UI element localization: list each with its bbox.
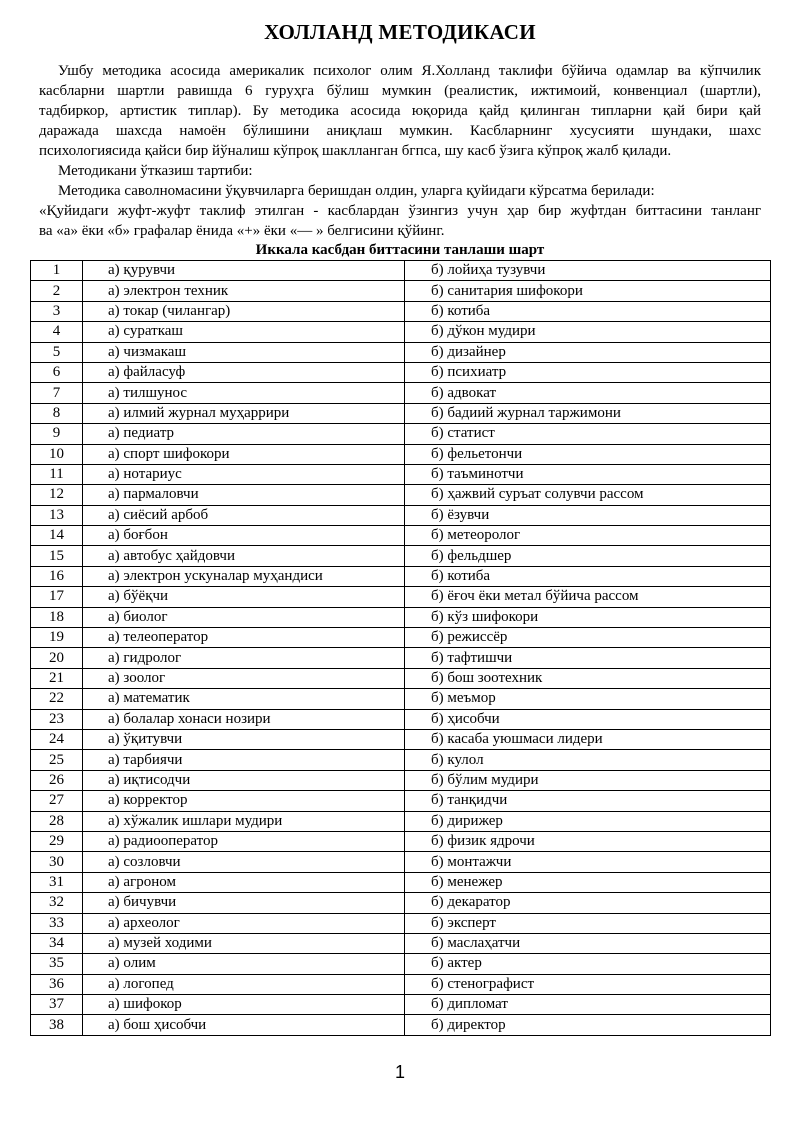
intro-line: психологиясида қайси бир йўналиш кўпроқ шаклланган бгпса, шу касб ўзига кўпроқ жалб қилади. — [39, 143, 672, 159]
option-b: б) актер — [405, 954, 771, 974]
table-row — [31, 852, 771, 872]
option-b: б) фельдшер — [405, 546, 771, 566]
option-a: а) файласуф — [83, 362, 405, 382]
row-number: 22 — [31, 689, 83, 709]
option-b: б) кулол — [405, 750, 771, 770]
row-number: 9 — [31, 424, 83, 444]
row-number: 34 — [31, 933, 83, 953]
option-b: б) танқидчи — [405, 791, 771, 811]
row-number: 35 — [31, 954, 83, 974]
option-a: а) электрон техник — [83, 281, 405, 301]
option-b: б) лойиҳа тузувчи — [405, 261, 771, 281]
option-b: б) дизайнер — [405, 342, 771, 362]
table-row — [31, 485, 771, 505]
table-row — [31, 505, 771, 525]
row-number: 1 — [31, 261, 83, 281]
row-number: 12 — [31, 485, 83, 505]
row-number: 11 — [31, 464, 83, 484]
table-row — [31, 1015, 771, 1035]
row-number: 36 — [31, 974, 83, 994]
option-b: б) бадиий журнал таржимони — [405, 403, 771, 423]
option-a: а) токар (чилангар) — [83, 301, 405, 321]
option-a: а) бўёқчи — [83, 587, 405, 607]
option-b: б) физик ядрочи — [405, 831, 771, 851]
option-b: б) касаба уюшмаси лидери — [405, 729, 771, 749]
row-number: 16 — [31, 566, 83, 586]
table-row — [31, 301, 771, 321]
row-number: 18 — [31, 607, 83, 627]
option-a: а) ўқитувчи — [83, 729, 405, 749]
option-a: а) нотариус — [83, 464, 405, 484]
option-a: а) болалар хонаси нозири — [83, 709, 405, 729]
table-row — [31, 403, 771, 423]
table-row — [31, 729, 771, 749]
option-a: а) сураткаш — [83, 322, 405, 342]
row-number: 19 — [31, 628, 83, 648]
option-b: б) стенографист — [405, 974, 771, 994]
option-a: а) қурувчи — [83, 261, 405, 281]
row-number: 2 — [31, 281, 83, 301]
table-row — [31, 607, 771, 627]
option-b: б) декаратор — [405, 893, 771, 913]
option-b: б) монтажчи — [405, 852, 771, 872]
option-b: б) таъминотчи — [405, 464, 771, 484]
option-b: б) котиба — [405, 566, 771, 586]
table-row — [31, 261, 771, 281]
table-row — [31, 342, 771, 362]
option-a: а) радиооператор — [83, 831, 405, 851]
intro-line: касбларни шартли равишда 6 гуруҳга бўлиш мумкин (реалистик, ижтимоий, конвенциал (шартли), — [39, 83, 761, 99]
option-a: а) зоолог — [83, 668, 405, 688]
option-a: а) сиёсий арбоб — [83, 505, 405, 525]
option-b: б) метеоролог — [405, 526, 771, 546]
option-a: а) чизмакаш — [83, 342, 405, 362]
table-row — [31, 811, 771, 831]
option-a: а) тарбиячи — [83, 750, 405, 770]
row-number: 37 — [31, 995, 83, 1015]
table-row — [31, 689, 771, 709]
table-row — [31, 383, 771, 403]
table-row — [31, 648, 771, 668]
option-b: б) эксперт — [405, 913, 771, 933]
table-row — [31, 546, 771, 566]
option-a: а) бош ҳисобчи — [83, 1015, 405, 1035]
option-a: а) шифокор — [83, 995, 405, 1015]
option-a: а) педиатр — [83, 424, 405, 444]
table-row — [31, 872, 771, 892]
option-b: б) ҳажвий суръат солувчи рассом — [405, 485, 771, 505]
option-a: а) музей ходими — [83, 933, 405, 953]
table-row — [31, 709, 771, 729]
row-number: 20 — [31, 648, 83, 668]
option-a: а) созловчи — [83, 852, 405, 872]
option-b: б) бош зоотехник — [405, 668, 771, 688]
instruction-text: Методика саволномасини ўқувчиларга беришдан олдин, уларга қуйидаги кўрсатма берилади: — [58, 183, 655, 199]
option-b: б) котиба — [405, 301, 771, 321]
option-a: а) археолог — [83, 913, 405, 933]
table-row — [31, 526, 771, 546]
option-b: б) дипломат — [405, 995, 771, 1015]
row-number: 29 — [31, 831, 83, 851]
row-number: 25 — [31, 750, 83, 770]
table-row — [31, 362, 771, 382]
table-row — [31, 322, 771, 342]
page-number: 1 — [394, 1062, 405, 1082]
table-row — [31, 628, 771, 648]
table-row — [31, 424, 771, 444]
option-b: б) маслаҳатчи — [405, 933, 771, 953]
option-b: б) дўкон мудири — [405, 322, 771, 342]
row-number: 28 — [31, 811, 83, 831]
option-a: а) илмий журнал муҳаррири — [83, 403, 405, 423]
row-number: 31 — [31, 872, 83, 892]
option-b: б) фельетончи — [405, 444, 771, 464]
table-row — [31, 831, 771, 851]
table-row — [31, 974, 771, 994]
table-row — [31, 281, 771, 301]
table-row — [31, 995, 771, 1015]
row-number: 24 — [31, 729, 83, 749]
option-a: а) боғбон — [83, 526, 405, 546]
row-number: 7 — [31, 383, 83, 403]
row-number: 5 — [31, 342, 83, 362]
option-b: б) статист — [405, 424, 771, 444]
row-number: 15 — [31, 546, 83, 566]
profession-pairs-table — [30, 260, 771, 1036]
option-a: а) электрон ускуналар муҳандиси — [83, 566, 405, 586]
option-a: а) хўжалик ишлари мудири — [83, 811, 405, 831]
table-row — [31, 770, 771, 790]
option-b: б) дирижер — [405, 811, 771, 831]
option-b: б) тафтишчи — [405, 648, 771, 668]
row-number: 30 — [31, 852, 83, 872]
row-number: 3 — [31, 301, 83, 321]
instruction-quote-line: «Қуйидаги жуфт-жуфт таклиф этилган - касблардан ўзингиз учун ҳар бир жуфтдан биттасини танланг — [39, 203, 761, 219]
table-caption: Иккала касбдан биттасини танлаши шарт — [255, 242, 545, 258]
intro-line: тадбиркор, артистик типлар). Бу методика асосида юқорида қайд қилинган типларни қай бири қай — [39, 103, 761, 119]
table-row — [31, 913, 771, 933]
table-row — [31, 668, 771, 688]
option-a: а) олим — [83, 954, 405, 974]
option-b: б) психиатр — [405, 362, 771, 382]
table-row — [31, 893, 771, 913]
row-number: 32 — [31, 893, 83, 913]
option-b: б) кўз шифокори — [405, 607, 771, 627]
instruction-quote-line: ва «а» ёки «б» графалар ёнида «+» ёки «— » белгисини қўйинг. — [39, 223, 445, 239]
option-a: а) пармаловчи — [83, 485, 405, 505]
table-body — [31, 261, 771, 1036]
row-number: 33 — [31, 913, 83, 933]
option-a: а) биолог — [83, 607, 405, 627]
document-title: ХОЛЛАНД МЕТОДИКАСИ — [264, 20, 536, 44]
option-b: б) адвокат — [405, 383, 771, 403]
option-b: б) директор — [405, 1015, 771, 1035]
option-a: а) математик — [83, 689, 405, 709]
option-a: а) иқтисодчи — [83, 770, 405, 790]
row-number: 8 — [31, 403, 83, 423]
option-b: б) менежер — [405, 872, 771, 892]
table-row — [31, 750, 771, 770]
row-number: 23 — [31, 709, 83, 729]
row-number: 14 — [31, 526, 83, 546]
row-number: 27 — [31, 791, 83, 811]
option-b: б) ёзувчи — [405, 505, 771, 525]
row-number: 38 — [31, 1015, 83, 1035]
option-a: а) автобус ҳайдовчи — [83, 546, 405, 566]
option-a: а) бичувчи — [83, 893, 405, 913]
row-number: 4 — [31, 322, 83, 342]
row-number: 10 — [31, 444, 83, 464]
row-number: 21 — [31, 668, 83, 688]
row-number: 17 — [31, 587, 83, 607]
option-a: а) гидролог — [83, 648, 405, 668]
row-number: 13 — [31, 505, 83, 525]
table-row — [31, 464, 771, 484]
option-a: а) спорт шифокори — [83, 444, 405, 464]
procedure-heading: Методикани ўтказиш тартиби: — [58, 163, 253, 179]
table-row — [31, 954, 771, 974]
option-a: а) телеоператор — [83, 628, 405, 648]
intro-line: Ушбу методика асосида америкалик психолог олим Я.Холланд таклифи бўйича одамлар ва кўпчилик — [58, 63, 761, 79]
intro-text — [39, 61, 761, 241]
intro-line: даражада шахсда намоён бўлишини аниқлаш мумкин. Касбларнинг хусусияти шундаки, шахс — [39, 123, 761, 139]
option-b: б) бўлим мудири — [405, 770, 771, 790]
table-row — [31, 587, 771, 607]
option-b: б) ҳисобчи — [405, 709, 771, 729]
option-a: а) тилшунос — [83, 383, 405, 403]
row-number: 26 — [31, 770, 83, 790]
table-row — [31, 566, 771, 586]
option-b: б) санитария шифокори — [405, 281, 771, 301]
option-b: б) режиссёр — [405, 628, 771, 648]
row-number: 6 — [31, 362, 83, 382]
option-a: а) корректор — [83, 791, 405, 811]
option-b: б) меъмор — [405, 689, 771, 709]
option-b: б) ёғоч ёки метал бўйича рассом — [405, 587, 771, 607]
table-row — [31, 791, 771, 811]
table-row — [31, 444, 771, 464]
table-row — [31, 933, 771, 953]
option-a: а) агроном — [83, 872, 405, 892]
option-a: а) логопед — [83, 974, 405, 994]
